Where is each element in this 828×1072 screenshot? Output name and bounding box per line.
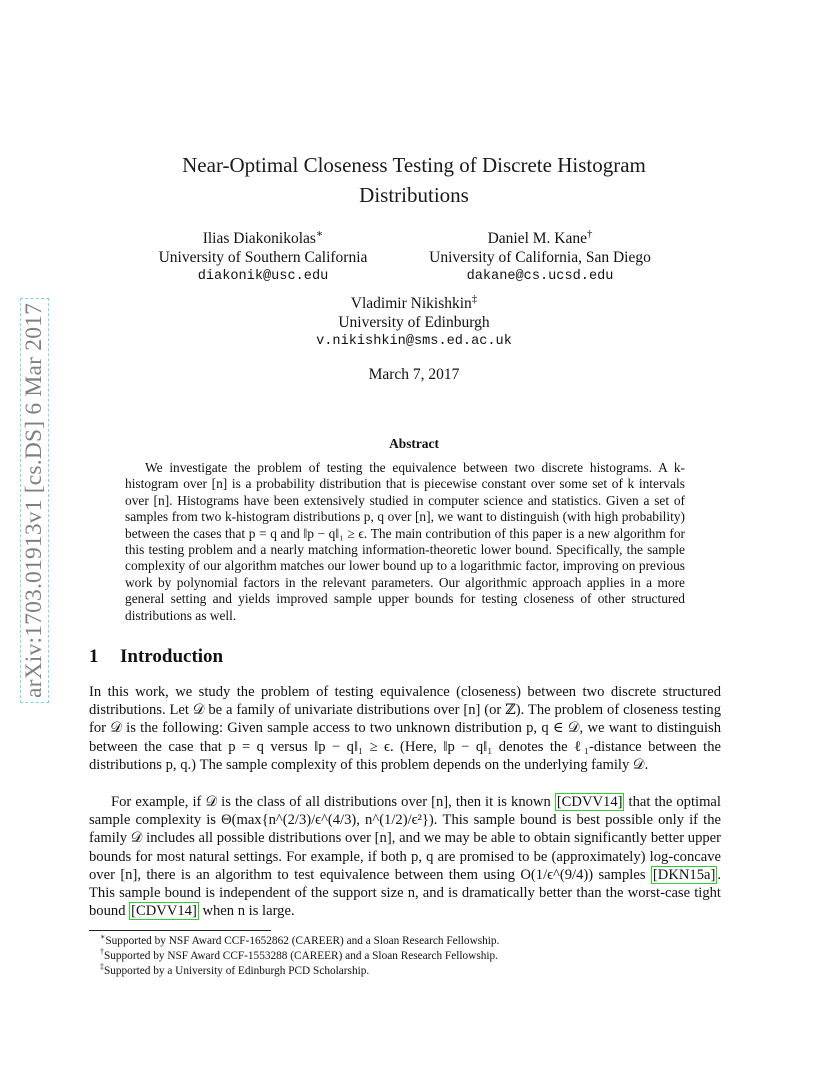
- abstract-text: We investigate the problem of testing the equivalence between two discrete histograms. A k-histogram over [n] is a probability distribution that is piecewise constant over some set of k intervals over [n]. Histograms have been extensively studied in computer science and statistics. Given a set of samples from two k-histogram distributions p, q over [n], we want to distinguish (with high probability) between the cases that p = q and ‖p − q‖₁ ≥ ϵ. The main contribution of this paper is a new algorithm for this testing problem and a nearly matching information-theoretic lower bound. Specifically, the sample complexity of our algorithm matches our lower bound up to a logarithmic factor, improving on previous work by polynomial factors in the relevant parameters. Our algorithmic approach applies in a more general setting and yields improved sample upper bounds for testing closeness of other structured distributions as well.: [125, 460, 685, 623]
- intro-paragraph-2: For example, if 𝒟 is the class of all distributions over [n], then it is known [CDVV14] that the optimal sample complexity is Θ(max{n^(2/3)/ϵ^(4/3), n^(1/2)/ϵ²}). This sample bound is best possible only if the family 𝒟 includes all possible distributions over [n], and we may be able to obtain significantly better upper bounds for most natural settings. For example, if both p, q are promised to be (approximately) log-concave over [n], there is an algorithm to test equivalence between them using O(1/ϵ^(9/4)) samples [DKN15a] . This sample bound is independent of the support size n, and is dramatically better than the worst-case tight bound [CDVV14] when n is large.: [89, 794, 721, 920]
- author-affiliation: University of California, San Diego: [429, 249, 651, 266]
- author-block-3: [264, 294, 564, 351]
- author-affiliation: University of Edinburgh: [338, 314, 490, 331]
- author-email[interactable]: dakane@cs.ucsd.edu: [466, 269, 614, 284]
- citation-link[interactable]: [CDVV14]: [556, 794, 623, 810]
- section-heading: [89, 646, 223, 668]
- author-block-2: [410, 229, 670, 286]
- section-title: Introduction: [120, 646, 224, 667]
- author-block-1: [138, 229, 388, 286]
- author-name: Vladimir Nikishkin‡: [350, 292, 478, 312]
- section-number: 1: [89, 646, 99, 667]
- title-line-1: Near-Optimal Closeness Testing of Discrete Histogram: [182, 153, 646, 177]
- title-line-2: Distributions: [359, 183, 469, 207]
- footnote-divider: [89, 930, 271, 931]
- intro-paragraph-1: In this work, we study the problem of testing equivalence (closeness) between two discrete structured distributions. Let 𝒟 be a family of univariate distributions over [n] (or ℤ). The problem of closeness testing for 𝒟 is the following: Given sample access to two unknown distribution p, q ∈ 𝒟, we want to distinguish between the case that p = q versus ‖p − q‖₁ ≥ ϵ. (Here, ‖p − q‖₁ denotes the ℓ₁-distance between the distributions p, q.) The sample complexity of this problem depends on the underlying family 𝒟.: [89, 684, 721, 773]
- footnote-2: †Supported by NSF Award CCF-1553288 (CAREER) and a Sloan Research Fellowship.: [100, 947, 498, 962]
- arxiv-sidebar-stamp: [18, 262, 52, 738]
- abstract-heading: Abstract: [389, 436, 439, 451]
- author-name: Daniel M. Kane†: [487, 227, 593, 247]
- author-affiliation: University of Southern California: [158, 249, 368, 266]
- citation-link[interactable]: [CDVV14]: [131, 903, 197, 920]
- arxiv-id[interactable]: arXiv:1703.01913v1 [cs.DS] 6 Mar 2017: [21, 297, 50, 702]
- author-email[interactable]: v.nikishkin@sms.ed.ac.uk: [316, 334, 512, 349]
- footnote-1: ∗Supported by NSF Award CCF-1652862 (CAREER) and a Sloan Research Fellowship.: [100, 932, 500, 947]
- author-email[interactable]: diakonik@usc.edu: [197, 269, 329, 284]
- paper-date: March 7, 2017: [368, 366, 460, 383]
- paper-title: [100, 150, 728, 210]
- author-name: Ilias Diakonikolas∗: [202, 227, 324, 247]
- citation-link[interactable]: [DKN15a]: [652, 866, 716, 883]
- footnote-3: ‡Supported by a University of Edinburgh PCD Scholarship.: [100, 962, 370, 977]
